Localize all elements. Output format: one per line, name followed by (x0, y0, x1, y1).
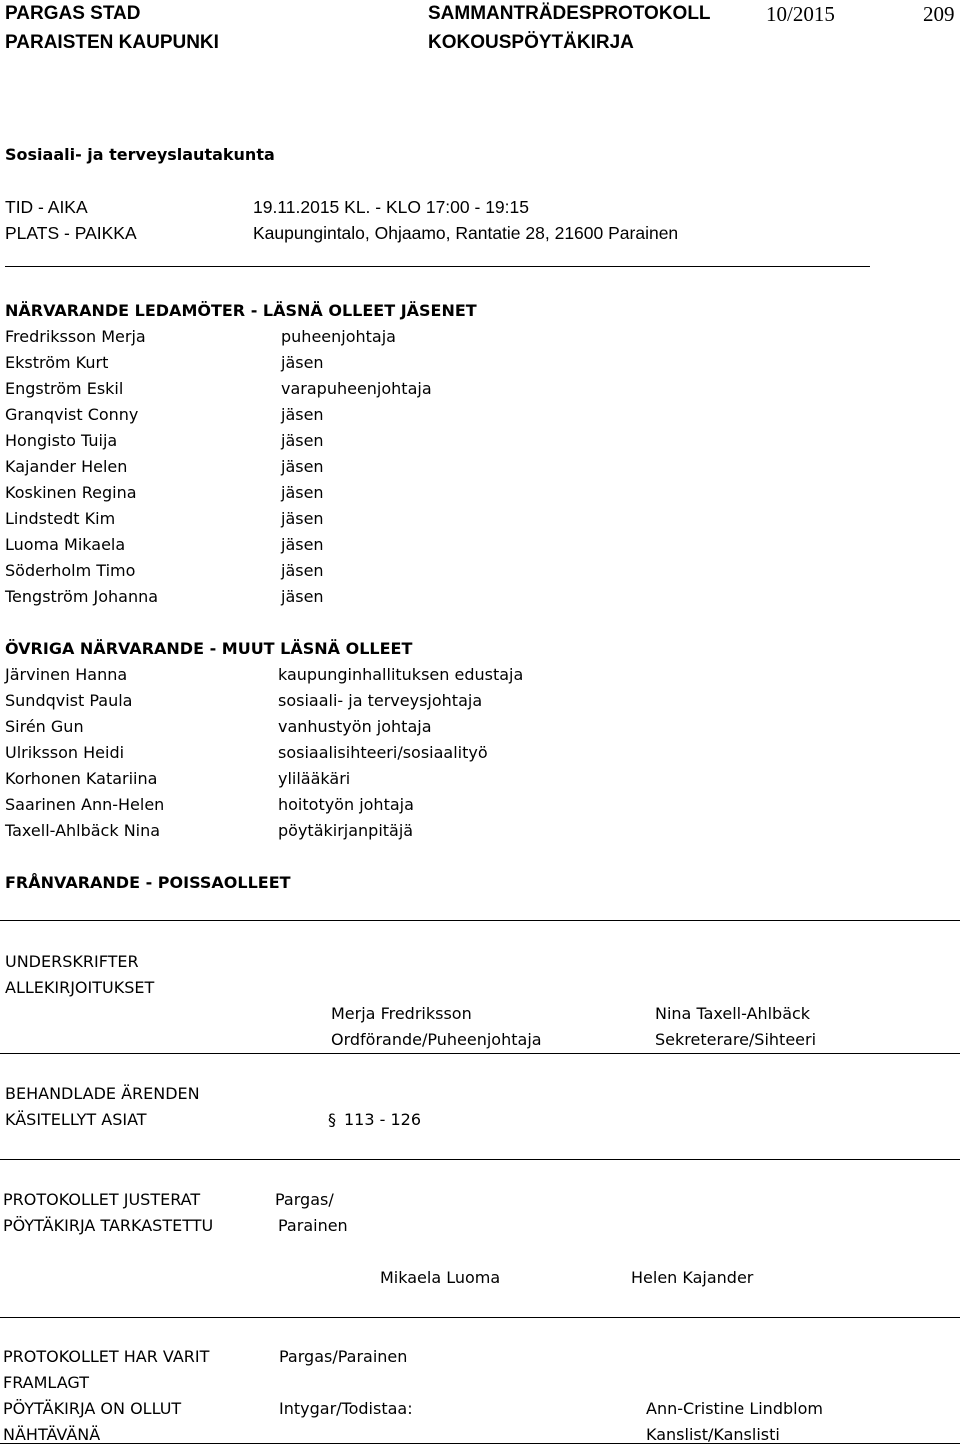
displayed-label-1: PROTOKOLLET HAR VARIT (3, 1347, 210, 1366)
member-name: Koskinen Regina (5, 483, 137, 502)
signatures-label-fi: ALLEKIRJOITUKSET (5, 978, 155, 997)
member-role: jäsen (281, 561, 324, 580)
checker1-name: Mikaela Luoma (380, 1268, 501, 1287)
member-name: Fredriksson Merja (5, 327, 146, 346)
member-name: Hongisto Tuija (5, 431, 118, 450)
doc-type-fi: KOKOUSPÖYTÄKIRJA (428, 32, 634, 53)
divider (0, 1053, 960, 1054)
time-value: 19.11.2015 KL. - KLO 17:00 - 19:15 (253, 197, 529, 217)
board-name: Sosiaali- ja terveyslautakunta (5, 145, 275, 164)
member-role: jäsen (281, 457, 324, 476)
place-label: PLATS - PAIKKA (5, 223, 137, 243)
divider (0, 1159, 960, 1160)
place-value: Kaupungintalo, Ohjaamo, Rantatie 28, 21600 Parainen (253, 223, 679, 243)
divider (5, 266, 870, 267)
signer1-title: Ordförande/Puheenjohtaja (331, 1030, 542, 1049)
certifier-title: Kanslist/Kanslisti (646, 1425, 780, 1444)
doc-type-sv: SAMMANTRÄDESPROTOKOLL (428, 3, 711, 24)
verified-label-fi: PÖYTÄKIRJA TARKASTETTU (3, 1216, 214, 1235)
attendee-role: sosiaali- ja terveysjohtaja (278, 691, 483, 710)
signer2-name: Nina Taxell-Ahlbäck (655, 1004, 811, 1023)
page-number: 209 (923, 2, 955, 26)
attendee-role: kaupunginhallituksen edustaja (278, 665, 524, 684)
attendee-name: Järvinen Hanna (5, 665, 128, 684)
member-role: jäsen (281, 431, 324, 450)
time-label: TID - AIKA (5, 197, 88, 217)
attendee-name: Sirén Gun (5, 717, 84, 736)
displayed-label-4: NÄHTÄVÄNÄ (3, 1425, 101, 1444)
attendee-role: pöytäkirjanpitäjä (278, 821, 414, 840)
verified-place-sv: Pargas/ (275, 1190, 334, 1209)
member-role: jäsen (281, 405, 324, 424)
certificate-label: Intygar/Todistaa: (279, 1399, 413, 1418)
member-name: Söderholm Timo (5, 561, 136, 580)
protocol-number: 10/2015 (766, 2, 835, 26)
member-name: Ekström Kurt (5, 353, 109, 372)
attendee-name: Saarinen Ann-Helen (5, 795, 165, 814)
signer2-title: Sekreterare/Sihteeri (655, 1030, 817, 1049)
attendee-name: Ulriksson Heidi (5, 743, 125, 762)
signatures-label-sv: UNDERSKRIFTER (5, 952, 139, 971)
attendee-name: Sundqvist Paula (5, 691, 133, 710)
member-role: puheenjohtaja (281, 327, 396, 346)
attendee-name: Taxell-Ahlbäck Nina (5, 821, 161, 840)
attendee-name: Korhonen Katariina (5, 769, 158, 788)
present-heading: NÄRVARANDE LEDAMÖTER - LÄSNÄ OLLEET JÄSENET (5, 301, 477, 320)
member-role: jäsen (281, 483, 324, 502)
member-name: Granqvist Conny (5, 405, 139, 424)
divider (0, 1317, 960, 1318)
verified-place-fi: Parainen (278, 1216, 348, 1235)
attendee-role: vanhustyön johtaja (278, 717, 432, 736)
divider (0, 1443, 960, 1444)
member-role: varapuheenjohtaja (281, 379, 432, 398)
checker2-name: Helen Kajander (631, 1268, 754, 1287)
attendee-role: sosiaalisihteeri/sosiaalityö (278, 743, 488, 762)
member-name: Luoma Mikaela (5, 535, 126, 554)
member-name: Tengström Johanna (5, 587, 159, 606)
member-name: Engström Eskil (5, 379, 124, 398)
displayed-place: Pargas/Parainen (279, 1347, 408, 1366)
section-symbol: § (328, 1110, 336, 1129)
member-name: Lindstedt Kim (5, 509, 116, 528)
org-name-sv: PARGAS STAD (5, 3, 141, 24)
attendee-role: ylilääkäri (278, 769, 351, 788)
displayed-label-3: PÖYTÄKIRJA ON OLLUT (3, 1399, 182, 1418)
member-role: jäsen (281, 353, 324, 372)
org-name-fi: PARAISTEN KAUPUNKI (5, 32, 219, 53)
member-role: jäsen (281, 587, 324, 606)
matters-label-fi: KÄSITELLYT ASIAT (5, 1110, 147, 1129)
verified-label-sv: PROTOKOLLET JUSTERAT (3, 1190, 201, 1209)
others-heading: ÖVRIGA NÄRVARANDE - MUUT LÄSNÄ OLLEET (5, 639, 413, 658)
attendee-role: hoitotyön johtaja (278, 795, 414, 814)
certifier-name: Ann-Cristine Lindblom (646, 1399, 823, 1418)
member-name: Kajander Helen (5, 457, 128, 476)
displayed-label-2: FRAMLAGT (3, 1373, 89, 1392)
divider (0, 920, 960, 921)
signer1-name: Merja Fredriksson (331, 1004, 472, 1023)
absent-heading: FRÅNVARANDE - POISSAOLLEET (5, 873, 291, 892)
matters-range: 113 - 126 (344, 1110, 422, 1129)
member-role: jäsen (281, 535, 324, 554)
member-role: jäsen (281, 509, 324, 528)
matters-label-sv: BEHANDLADE ÄRENDEN (5, 1084, 200, 1103)
